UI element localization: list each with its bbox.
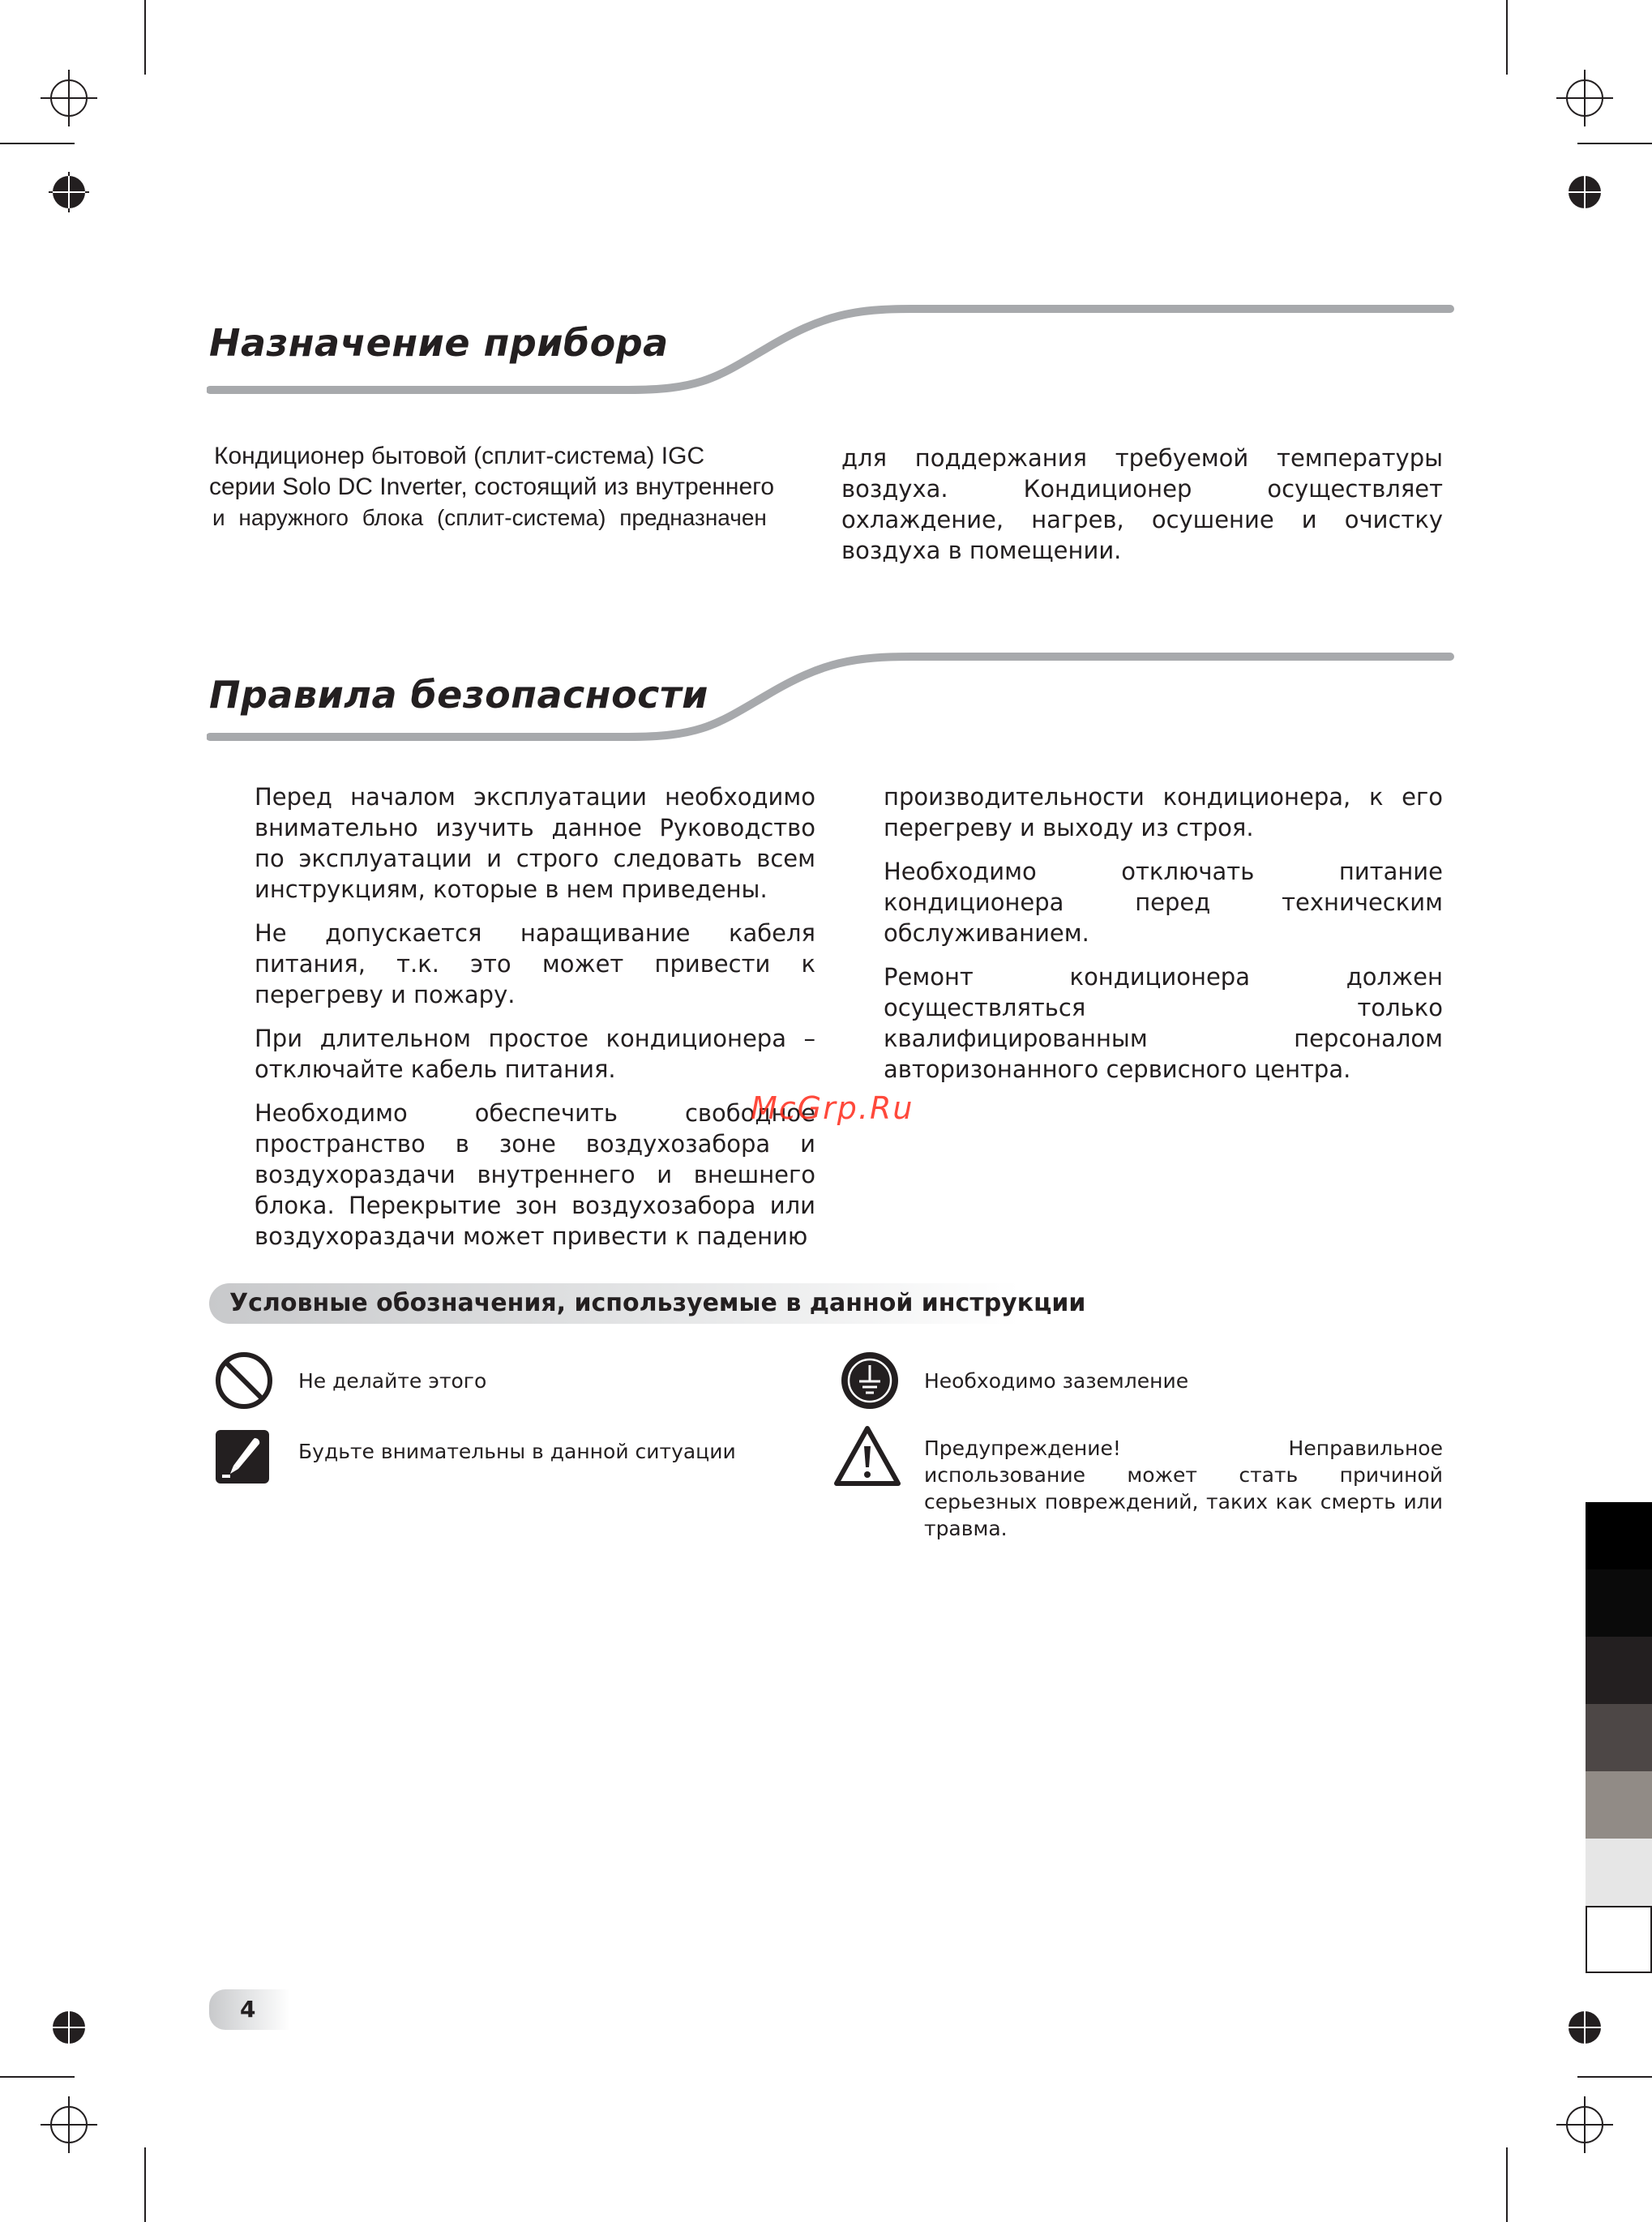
registration-crosshair-icon: [41, 2096, 97, 2153]
legend-text-grounding: Необходимо заземление: [924, 1369, 1189, 1393]
page-number: 4: [240, 1996, 256, 2023]
intro-line: серии Solo DC Inverter, состоящий из внутреннего: [209, 473, 775, 500]
registration-crosshair-icon: [41, 70, 97, 126]
trim-line-top-right-v: [1506, 0, 1508, 75]
trim-line-bottom-left-h: [0, 2076, 75, 2078]
watermark-text: McGrp.Ru: [751, 1090, 914, 1126]
color-swatch: [1586, 1839, 1652, 1906]
safety-left-column: [255, 781, 815, 1265]
trim-line-bottom-right-v: [1506, 2147, 1508, 2222]
safety-paragraph: Не допускается наращивание кабеля питания, т.к. это может привести к перегреву и пожару.: [255, 919, 815, 1008]
trim-line-top-left-h: [0, 143, 75, 144]
color-swatch: [1586, 1502, 1652, 1569]
registration-bullseye-icon: [49, 2007, 89, 2048]
warning-triangle-icon: [833, 1425, 901, 1488]
color-swatch: [1586, 1637, 1652, 1704]
trim-line-top-left-v: [144, 0, 146, 75]
intro-line: Кондиционер бытовой (сплит-система) IGC: [214, 443, 705, 469]
safety-right-column: [884, 781, 1443, 1098]
intro-right-text: для поддержания требуемой температуры воздуха. Кондиционер осуществляет охлаждение, нагрев, осушение и очистку воздуха в помещении.: [841, 444, 1443, 564]
color-swatch: [1586, 1906, 1652, 1973]
registration-bullseye-icon: [1564, 172, 1605, 212]
legend-text-warning: Предупреждение! Неправильное использование может стать причиной серьезных повреждений, таких как смерть или травма.: [924, 1436, 1443, 1540]
legend-title: Условные обозначения, используемые в данной инструкции: [229, 1289, 1086, 1317]
trim-line-bottom-left-v: [144, 2147, 146, 2222]
caution-pen-icon: [214, 1428, 271, 1485]
trim-line-bottom-right-h: [1577, 2076, 1652, 2078]
color-swatch: [1586, 1704, 1652, 1771]
section-title-purpose: Назначение прибора: [209, 321, 669, 365]
safety-paragraph: Необходимо отключать питание кондиционера перед техническим обслуживанием.: [884, 858, 1443, 947]
section-title-safety: Правила безопасности: [209, 673, 708, 717]
intro-right-column: [841, 443, 1443, 579]
color-swatch: [1586, 1569, 1652, 1637]
safety-paragraph: производительности кондиционера, к его перегреву и выходу из строя.: [884, 783, 1443, 841]
trim-line-top-right-h: [1577, 143, 1652, 144]
registration-bullseye-icon: [1564, 2007, 1605, 2048]
color-swatch: [1586, 1771, 1652, 1839]
safety-paragraph: Необходимо обеспечить свободное пространство в зоне воздухозабора и воздухораздачи внутреннего и внешнего блока. Перекрытие зон воздухозабора или воздухораздачи может привести к падению: [255, 1099, 815, 1250]
intro-left-column: [209, 441, 825, 533]
grounding-icon: [840, 1351, 900, 1411]
prohibition-icon: [214, 1351, 274, 1411]
registration-crosshair-icon: [1556, 2096, 1613, 2153]
intro-line: и наружного блока (сплит-система) предназначен: [212, 505, 767, 530]
registration-crosshair-icon: [1556, 70, 1613, 126]
safety-paragraph: При длительном простое кондиционера – отключайте кабель питания.: [255, 1025, 815, 1083]
registration-bullseye-icon: [49, 172, 89, 212]
safety-paragraph: Перед началом эксплуатации необходимо внимательно изучить данное Руководство по эксплуатации и строго следовать всем инструкциям, которые в нем приведены.: [255, 783, 815, 903]
safety-paragraph: Ремонт кондиционера должен осуществляться только квалифицированным персоналом авторизонанного сервисного центра.: [884, 963, 1443, 1083]
legend-text-caution: Будьте внимательны в данной ситуации: [298, 1440, 736, 1463]
legend-text-prohibition: Не делайте этого: [298, 1369, 487, 1393]
